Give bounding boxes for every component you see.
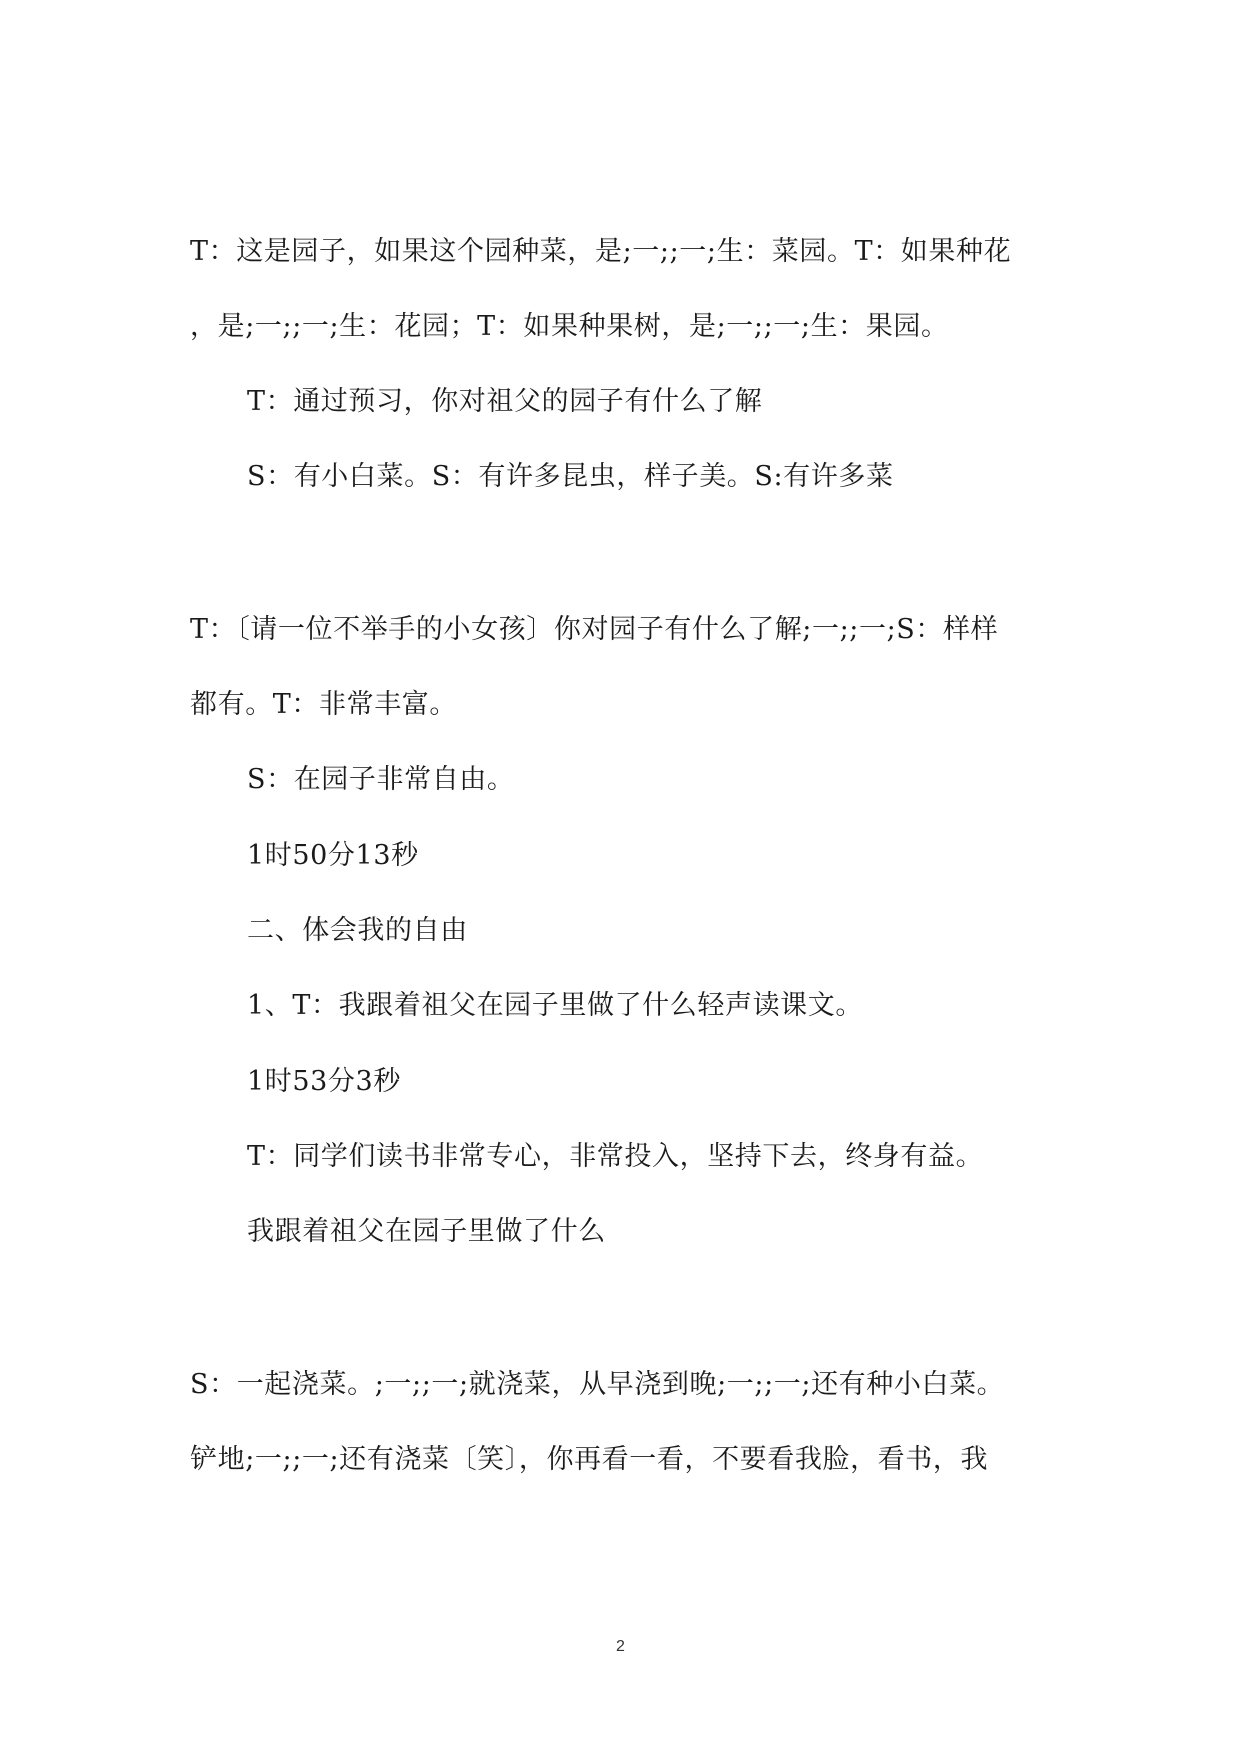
- text-line: T：同学们读书非常专心，非常投入，坚持下去，终身有益。: [247, 1141, 984, 1172]
- text-line: 都有。T：非常丰富。: [190, 689, 458, 720]
- text-line: S：有小白菜。S：有许多昆虫，样子美。S:有许多菜: [247, 461, 894, 492]
- text-line: 铲地;一;;一;还有浇菜〔笑〕，你再看一看，不要看我脸，看书，我: [190, 1444, 989, 1475]
- text-line: 我跟着祖父在园子里做了什么: [247, 1216, 606, 1247]
- section-heading: 二、体会我的自由: [247, 915, 468, 946]
- page-number: 2: [616, 1638, 625, 1655]
- timestamp-line: 1时53分3秒: [247, 1066, 401, 1097]
- text-line: S：一起浇菜。;一;;一;就浇菜，从早浇到晚;一;;一;还有种小白菜。: [190, 1369, 1005, 1400]
- text-line: S：在园子非常自由。: [247, 764, 515, 795]
- text-line: T：通过预习，你对祖父的园子有什么了解: [247, 386, 763, 417]
- timestamp-line: 1时50分13秒: [247, 840, 419, 871]
- text-line: T：这是园子，如果这个园种菜，是;一;;一;生：菜园。T：如果种花: [190, 236, 1012, 267]
- text-line: 1、T：我跟着祖父在园子里做了什么轻声读课文。: [247, 990, 863, 1021]
- text-line: ，是;一;;一;生：花园；T：如果种果树，是;一;;一;生：果园。: [190, 311, 949, 342]
- text-line: T：〔请一位不举手的小女孩〕你对园子有什么了解;一;;一;S：样样: [190, 614, 999, 645]
